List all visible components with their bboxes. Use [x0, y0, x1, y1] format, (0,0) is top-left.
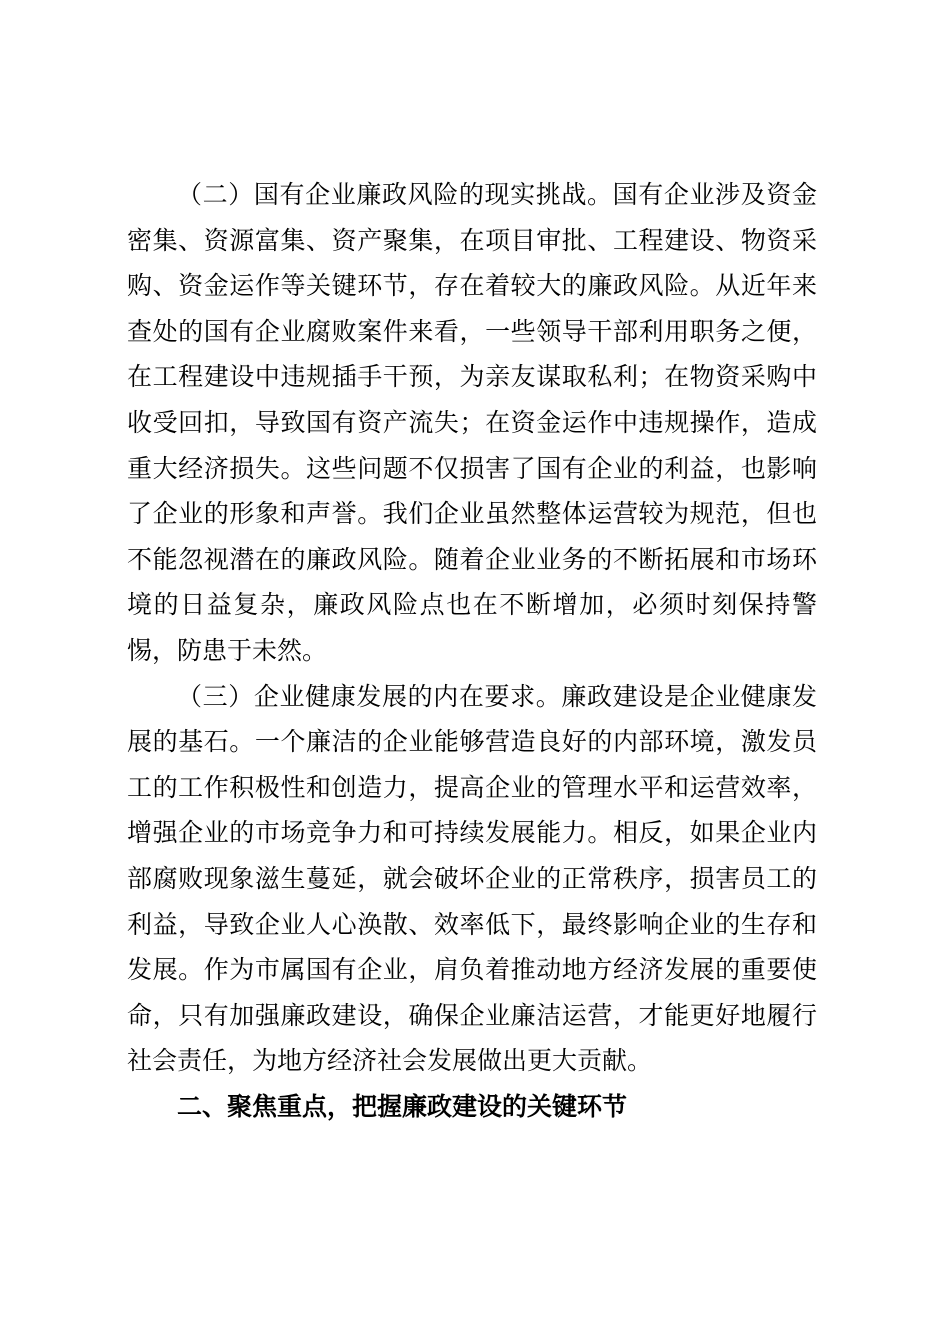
section-heading: 二、聚焦重点，把握廉政建设的关键环节 — [177, 1091, 628, 1121]
document-body — [127, 172, 817, 1129]
paragraph-state-enterprise-integrity-risks: （二）国有企业廉政风险的现实挑战。国有企业涉及资金密集、资源富集、资产聚集，在项目审批、工程建设、物资采购、资金运作等关键环节，存在着较大的廉政风险。从近年来查处的国有企业腐败案件来看，一些领导干部利用职务之便，在工程建设中违规插手干预，为亲友谋取私利；在物资采购中收受回扣，导致国有资产流失；在资金运作中违规操作，造成重大经济损失。这些问题不仅损害了国有企业的利益，也影响了企业的形象和声誉。我们企业虽然整体运营较为规范，但也不能忽视潜在的廉政风险。随着企业业务的不断拓展和市场环境的日益复杂，廉政风险点也在不断增加，必须时刻保持警惕，防患于未然。 — [127, 180, 817, 665]
paragraph-enterprise-healthy-development: （三）企业健康发展的内在要求。廉政建设是企业健康发展的基石。一个廉洁的企业能够营造良好的内部环境，激发员工的工作积极性和创造力，提高企业的管理水平和运营效率，增强企业的市场竞争力和可持续发展能力。相反，如果企业内部腐败现象滋生蔓延，就会破坏企业的正常秩序，损害员工的利益，导致企业人心涣散、效率低下，最终影响企业的生存和发展。作为市属国有企业，肩负着推动地方经济发展的重要使命，只有加强廉政建设，确保企业廉洁运营，才能更好地履行社会责任，为地方经济社会发展做出更大贡献。 — [127, 681, 817, 1076]
